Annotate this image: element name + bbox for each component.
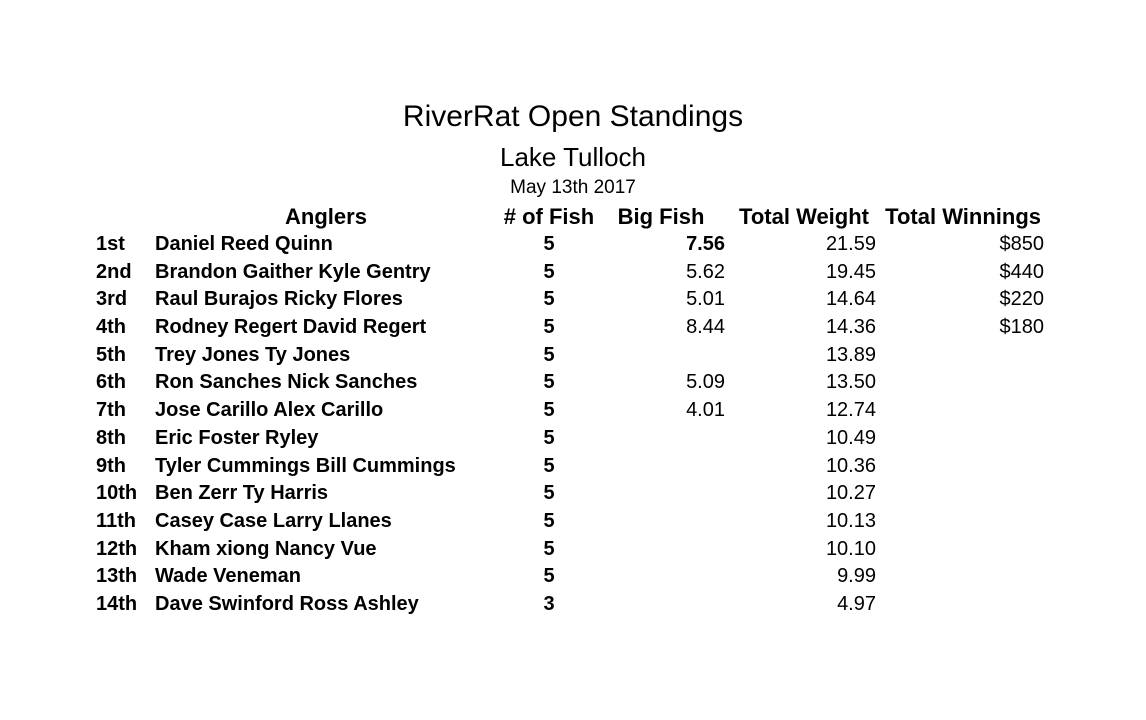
place-cell: 4th	[96, 316, 126, 339]
total-weight-cell: 14.36	[825, 316, 876, 339]
fish-count-cell: 5	[543, 509, 555, 532]
big-fish-cell: 4.01	[686, 399, 725, 422]
place-cell: 3rd	[96, 288, 128, 311]
table-row	[0, 399, 1146, 427]
fish-count-cell: 5	[543, 343, 555, 366]
anglers-cell: Casey Case Larry Llanes	[155, 509, 392, 532]
place-cell: 7th	[96, 399, 126, 422]
total-weight-cell: 10.49	[825, 426, 876, 449]
big-fish-cell: 7.56	[686, 233, 725, 255]
total-weight-cell: 10.13	[825, 509, 876, 532]
table-row	[0, 482, 1146, 510]
place-cell: 11th	[96, 509, 137, 532]
anglers-cell: Wade Veneman	[155, 565, 301, 588]
total-weight-cell: 4.97	[837, 592, 876, 615]
place-cell: 5th	[96, 343, 126, 366]
total-weight-cell: 12.74	[825, 399, 876, 422]
header-total-winnings: Total Winnings	[885, 204, 1041, 229]
header-total-weight: Total Weight	[739, 204, 869, 229]
table-row	[0, 316, 1146, 344]
fish-count-cell: 5	[543, 399, 555, 422]
place-cell: 14th	[96, 592, 138, 615]
place-cell: 13th	[96, 565, 138, 588]
anglers-cell: Daniel Reed Quinn	[155, 233, 333, 255]
anglers-cell: Ben Zerr Ty Harris	[155, 482, 329, 505]
table-row	[0, 288, 1146, 316]
winnings-cell: $220	[999, 288, 1044, 311]
total-weight-cell: 13.89	[825, 343, 876, 366]
place-cell: 12th	[96, 537, 138, 560]
lake-name: Lake Tulloch	[500, 142, 646, 172]
total-weight-cell: 9.99	[837, 565, 876, 588]
total-weight-cell: 10.27	[825, 482, 876, 505]
fish-count-cell: 5	[543, 565, 555, 588]
fish-count-cell: 5	[543, 454, 555, 477]
anglers-cell: Brandon Gaither Kyle Gentry	[155, 260, 431, 283]
fish-count-cell: 3	[543, 592, 555, 615]
place-cell: 6th	[96, 371, 126, 394]
winnings-cell: $850	[999, 233, 1044, 255]
total-weight-cell: 13.50	[825, 371, 876, 394]
anglers-cell: Eric Foster Ryley	[155, 426, 319, 449]
table-row	[0, 233, 1146, 261]
standings-table	[0, 233, 1146, 621]
fish-count-cell: 5	[543, 288, 555, 311]
header-fish-count: # of Fish	[503, 204, 595, 229]
anglers-cell: Ron Sanches Nick Sanches	[155, 371, 418, 394]
total-weight-cell: 21.59	[825, 233, 876, 255]
fish-count-cell: 5	[543, 233, 555, 255]
fish-count-cell: 5	[543, 371, 555, 394]
winnings-cell: $180	[999, 316, 1044, 339]
place-cell: 2nd	[96, 260, 132, 283]
fish-count-cell: 5	[543, 482, 555, 505]
table-row	[0, 455, 1146, 483]
table-row	[0, 593, 1146, 621]
table-row	[0, 261, 1146, 289]
anglers-cell: Dave Swinford Ross Ashley	[155, 592, 419, 615]
anglers-cell: Tyler Cummings Bill Cummings	[155, 454, 456, 477]
place-cell: 8th	[96, 426, 126, 449]
total-weight-cell: 14.64	[825, 288, 876, 311]
event-date: May 13th 2017	[510, 177, 636, 198]
table-row	[0, 427, 1146, 455]
total-weight-cell: 10.36	[825, 454, 876, 477]
table-row	[0, 565, 1146, 593]
total-weight-cell: 10.10	[825, 537, 876, 560]
page-title: RiverRat Open Standings	[402, 100, 744, 133]
big-fish-cell: 5.09	[686, 371, 725, 394]
fish-count-cell: 5	[543, 426, 555, 449]
table-row	[0, 538, 1146, 566]
anglers-cell: Trey Jones Ty Jones	[155, 343, 351, 366]
anglers-cell: Raul Burajos Ricky Flores	[155, 288, 403, 311]
big-fish-cell: 5.62	[686, 260, 725, 283]
place-cell: 9th	[96, 454, 126, 477]
winnings-cell: $440	[999, 260, 1044, 283]
total-weight-cell: 19.45	[825, 260, 876, 283]
place-cell: 1st	[96, 233, 125, 255]
big-fish-cell: 8.44	[686, 316, 725, 339]
table-row	[0, 510, 1146, 538]
fish-count-cell: 5	[543, 260, 555, 283]
table-row	[0, 371, 1146, 399]
big-fish-cell: 5.01	[686, 288, 725, 311]
anglers-cell: Jose Carillo Alex Carillo	[155, 399, 384, 422]
table-row	[0, 344, 1146, 372]
place-cell: 10th	[96, 482, 138, 505]
header-big-fish: Big Fish	[617, 204, 705, 229]
anglers-cell: Kham xiong Nancy Vue	[155, 537, 377, 560]
header-anglers: Anglers	[285, 204, 367, 229]
anglers-cell: Rodney Regert David Regert	[155, 316, 427, 339]
fish-count-cell: 5	[543, 537, 555, 560]
fish-count-cell: 5	[543, 316, 555, 339]
